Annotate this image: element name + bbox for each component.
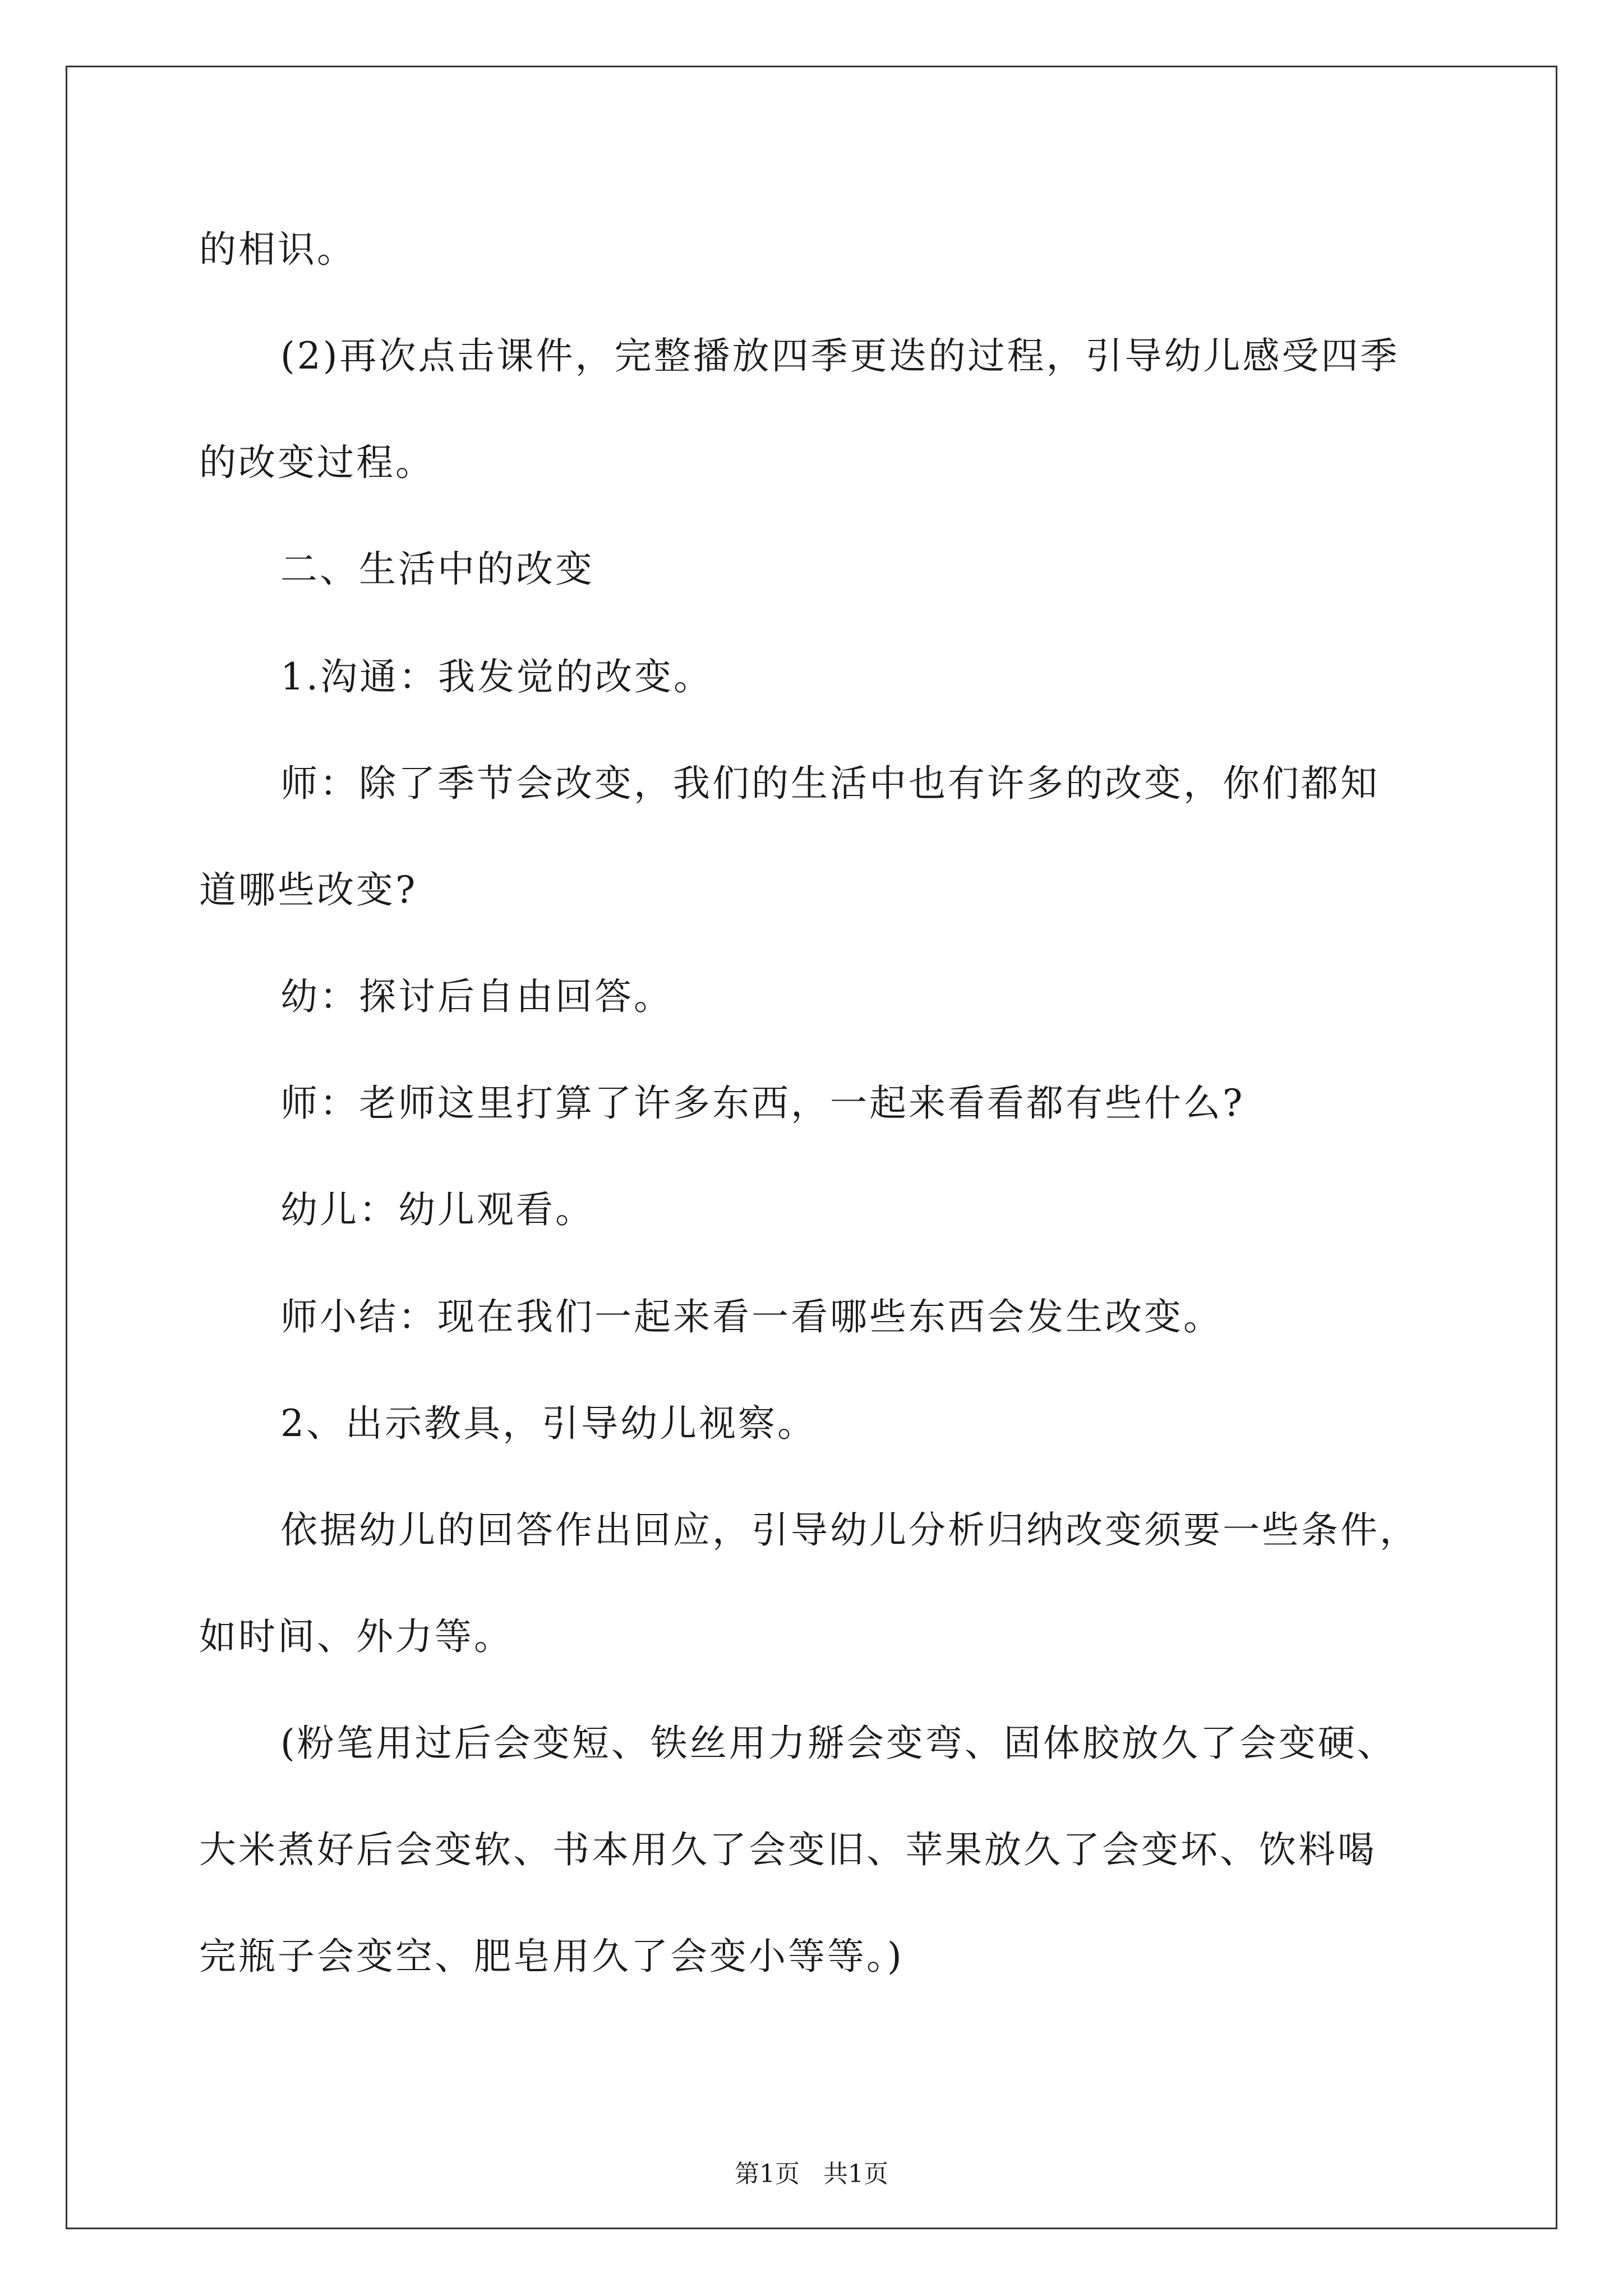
text-line: (2)再次点击课件，完整播放四季更迭的过程，引导幼儿感受四季 [280,334,1400,378]
text-line: 师：除了季节会改变，我们的生活中也有许多的改变，你们都知 [280,762,1380,805]
text-line: 如时间、外力等。 [199,1615,513,1658]
subsection-heading: 2、出示教具，引导幼儿视察。 [280,1402,817,1445]
text-line: 的相识。 [199,228,356,271]
text-line: 依据幼儿的回答作出回应，引导幼儿分析归纳改变须要一些条件， [280,1508,1419,1552]
text-line: 师：老师这里打算了许多东西，一起来看看都有些什么? [280,1082,1245,1125]
text-line: 师小结：现在我们一起来看一看哪些东西会发生改变。 [280,1295,1223,1338]
text-line: 幼儿：幼儿观看。 [280,1188,594,1231]
text-line: 大米煮好后会变软、书本用久了会变旧、苹果放久了会变坏、饮料喝 [199,1828,1377,1871]
text-line: 完瓶子会变空、肥皂用久了会变小等等。) [199,1935,904,1978]
text-line: 道哪些改变? [199,868,418,912]
text-line: 幼：探讨后自由回答。 [280,975,673,1018]
subsection-heading: 1.沟通：我发觉的改变。 [280,655,713,698]
page-border [66,66,1557,2229]
page-footer: 第1页 共1页 [735,2160,888,2188]
section-heading: 二、生活中的改变 [280,547,594,591]
text-line: (粉笔用过后会变短、铁丝用力掰会变弯、固体胶放久了会变硬、 [280,1722,1396,1765]
text-line: 的改变过程。 [199,441,435,484]
